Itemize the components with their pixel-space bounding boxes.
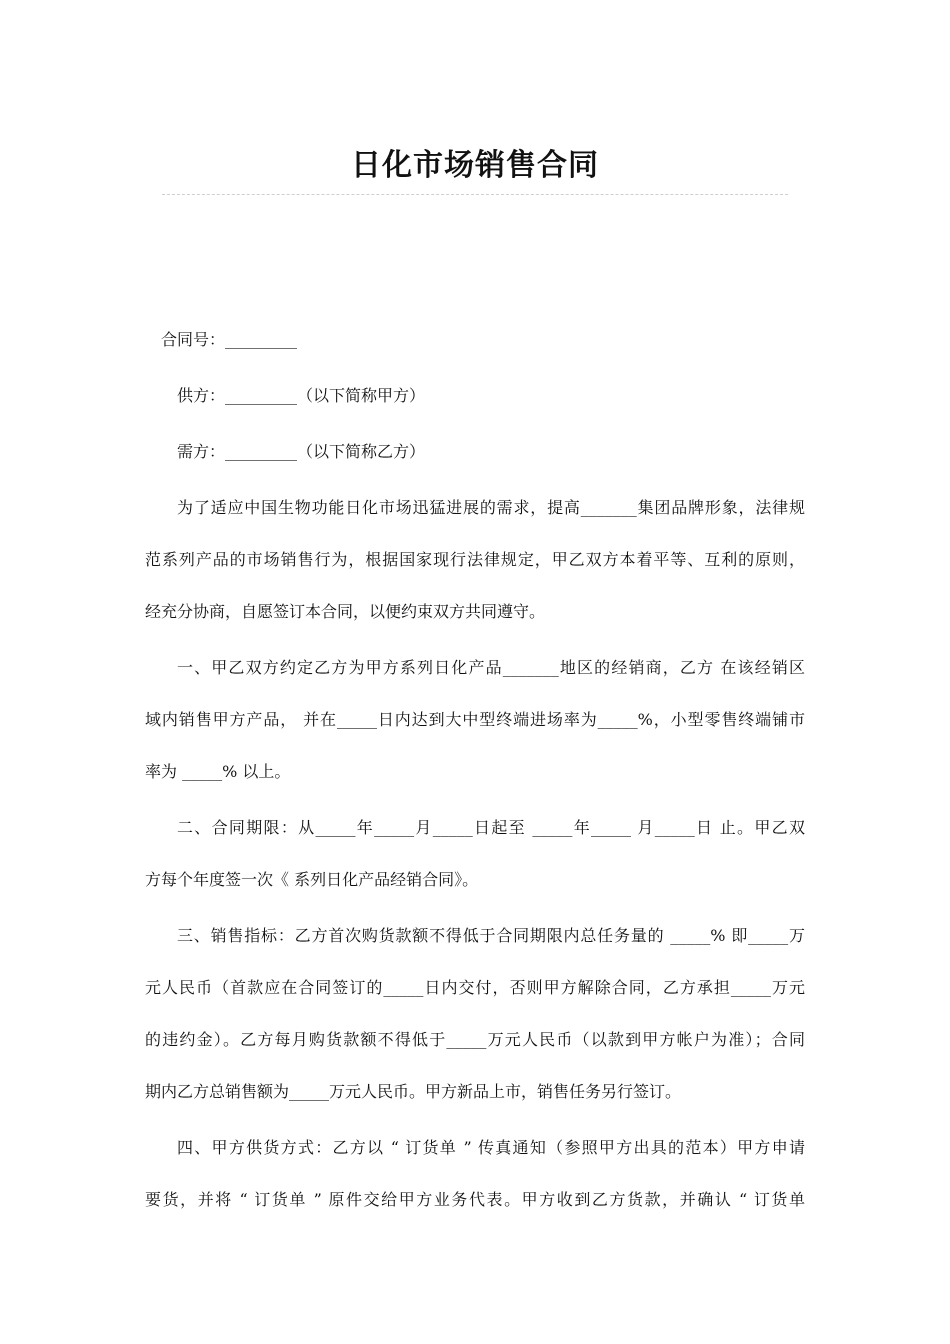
supplier-field: 供方：_________（以下简称甲方） [177,386,426,405]
paragraph-line: 元人民币（首款应在合同签订的_____日内交付，否则甲方解除合同，乙方承担_____万元 [145,978,805,997]
paragraph-line: 经充分协商，自愿签订本合同，以便约束双方共同遵守。 [145,602,546,621]
contract-body [145,327,805,1243]
paragraph-line: 为了适应中国生物功能日化市场迅猛进展的需求，提高_______集团品牌形象，法律规 [177,498,805,517]
paragraph-line: 三、销售指标：乙方首次购货款额不得低于合同期限内总任务量的 _____% 即_____万 [177,926,805,945]
document-title: 日化市场销售合同 [351,148,599,183]
paragraph-line: 域内销售甲方产品， 并在_____日内达到大中型终端进场率为_____%，小型零售终端铺市 [145,710,805,729]
clause-3-paragraph [145,923,805,1105]
contract-number-field: 合同号：_________ [161,330,298,349]
preamble-paragraph [145,495,805,625]
paragraph-line: 方每个年度签一次《 系列日化产品经销合同》。 [145,870,479,889]
paragraph-line: 二、合同期限：从_____年_____月_____日起至 _____年_____ 月_____日 止。甲乙双 [177,818,805,837]
paragraph-line: 一、甲乙双方约定乙方为甲方系列日化产品_______地区的经销商，乙方 在该经销区 [177,658,805,677]
paragraph-line: 率为 _____% 以上。 [145,762,291,781]
paragraph-line: 要货，并将 “ 订货单 ” 原件交给甲方业务代表。甲方收到乙方货款，并确认 “ 订货单 [145,1190,805,1209]
clause-4-paragraph [145,1135,805,1213]
title-divider [162,194,788,195]
paragraph-line: 四、甲方供货方式：乙方以 “ 订货单 ” 传真通知（参照甲方出具的范本）甲方申请 [177,1138,805,1157]
paragraph-line: 期内乙方总销售额为_____万元人民币。甲方新品上市，销售任务另行签订。 [145,1082,682,1101]
clause-2-paragraph [145,815,805,893]
buyer-field: 需方：_________（以下简称乙方） [177,442,426,461]
paragraph-line: 的违约金）。乙方每月购货款额不得低于_____万元人民币（以款到甲方帐户为准）；合同 [145,1030,805,1049]
paragraph-line: 范系列产品的市场销售行为，根据国家现行法律规定，甲乙双方本着平等、互利的原则， [145,550,805,569]
clause-1-paragraph [145,655,805,785]
